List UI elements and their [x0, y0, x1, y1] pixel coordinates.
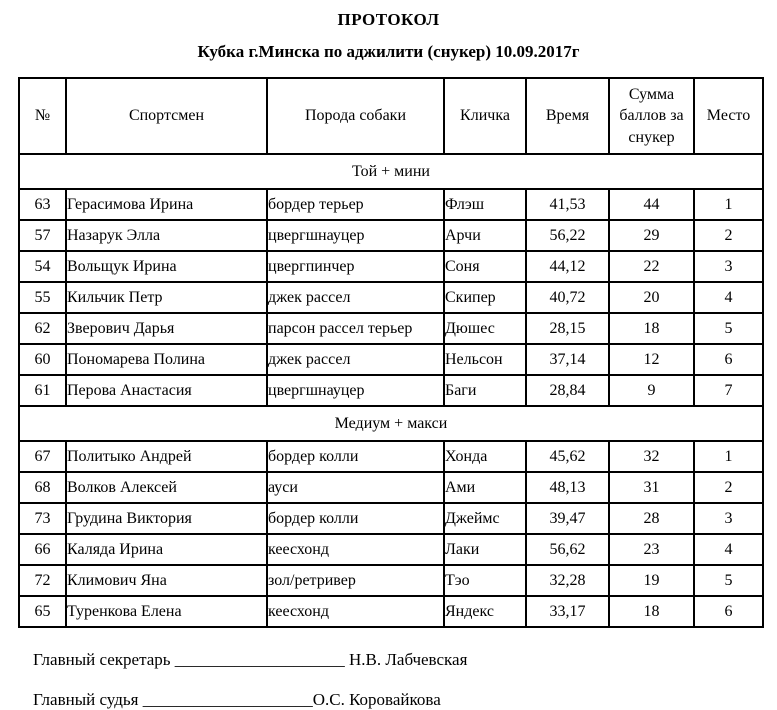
table-cell: цвергпинчер	[267, 251, 444, 282]
table-cell: 55	[19, 282, 66, 313]
judge-label: Главный судья	[33, 690, 143, 709]
table-cell: 32	[609, 441, 694, 472]
table-cell: Кильчик Петр	[66, 282, 267, 313]
table-cell: 44,12	[526, 251, 609, 282]
secretary-name: Н.В. Лабчевская	[344, 650, 468, 669]
table-cell: бордер колли	[267, 441, 444, 472]
table-cell: Политыко Андрей	[66, 441, 267, 472]
table-cell: бордер терьер	[267, 189, 444, 220]
signature-block	[33, 650, 777, 710]
table-cell: 19	[609, 565, 694, 596]
table-row	[19, 344, 763, 375]
table-cell: 32,28	[526, 565, 609, 596]
results-table-header	[19, 78, 763, 154]
table-cell: Лаки	[444, 534, 526, 565]
table-cell: ауси	[267, 472, 444, 503]
table-cell: кеесхонд	[267, 534, 444, 565]
table-cell: 22	[609, 251, 694, 282]
table-cell: Климович Яна	[66, 565, 267, 596]
table-cell: 73	[19, 503, 66, 534]
column-header-dog-name: Кличка	[444, 78, 526, 154]
table-cell: Дюшес	[444, 313, 526, 344]
table-cell: 63	[19, 189, 66, 220]
table-cell: 4	[694, 534, 763, 565]
table-cell: 68	[19, 472, 66, 503]
column-header-breed: Порода собаки	[267, 78, 444, 154]
column-header-time: Время	[526, 78, 609, 154]
table-cell: 5	[694, 565, 763, 596]
judge-name: О.С. Коровайкова	[312, 690, 441, 709]
table-row	[19, 313, 763, 344]
table-cell: 54	[19, 251, 66, 282]
table-cell: Флэш	[444, 189, 526, 220]
table-cell: 12	[609, 344, 694, 375]
table-cell: 28,84	[526, 375, 609, 406]
table-cell: Грудина Виктория	[66, 503, 267, 534]
table-cell: 6	[694, 596, 763, 627]
table-row	[19, 565, 763, 596]
table-cell: Скипер	[444, 282, 526, 313]
secretary-label: Главный секретарь	[33, 650, 175, 669]
table-cell: 2	[694, 220, 763, 251]
table-cell: Волков Алексей	[66, 472, 267, 503]
table-cell: 37,14	[526, 344, 609, 375]
table-cell: бордер колли	[267, 503, 444, 534]
table-cell: 7	[694, 375, 763, 406]
table-cell: Яндекс	[444, 596, 526, 627]
section-row	[19, 154, 763, 189]
table-cell: 56,62	[526, 534, 609, 565]
table-cell: Соня	[444, 251, 526, 282]
table-row	[19, 282, 763, 313]
table-cell: Пономарева Полина	[66, 344, 267, 375]
table-cell: 6	[694, 344, 763, 375]
table-row	[19, 251, 763, 282]
table-cell: Вольщук Ирина	[66, 251, 267, 282]
table-cell: 4	[694, 282, 763, 313]
table-row	[19, 441, 763, 472]
table-cell: 60	[19, 344, 66, 375]
table-row	[19, 503, 763, 534]
table-cell: 20	[609, 282, 694, 313]
table-cell: 61	[19, 375, 66, 406]
table-cell: Герасимова Ирина	[66, 189, 267, 220]
section-row	[19, 406, 763, 441]
table-cell: 1	[694, 189, 763, 220]
table-row	[19, 220, 763, 251]
table-cell: кеесхонд	[267, 596, 444, 627]
table-cell: 2	[694, 472, 763, 503]
table-cell: 29	[609, 220, 694, 251]
table-cell: 57	[19, 220, 66, 251]
table-cell: 66	[19, 534, 66, 565]
table-cell: 40,72	[526, 282, 609, 313]
table-cell: 72	[19, 565, 66, 596]
table-cell: Нельсон	[444, 344, 526, 375]
table-cell: 9	[609, 375, 694, 406]
table-cell: 41,53	[526, 189, 609, 220]
table-cell: 1	[694, 441, 763, 472]
table-cell: 33,17	[526, 596, 609, 627]
table-cell: 18	[609, 596, 694, 627]
table-cell: 3	[694, 251, 763, 282]
table-cell: Хонда	[444, 441, 526, 472]
column-header-place: Место	[694, 78, 763, 154]
table-cell: Зверович Дарья	[66, 313, 267, 344]
page-title: ПРОТОКОЛ	[337, 10, 440, 29]
section-label: Той + мини	[19, 154, 763, 189]
table-cell: 62	[19, 313, 66, 344]
table-cell: 39,47	[526, 503, 609, 534]
table-cell: Джеймс	[444, 503, 526, 534]
table-cell: джек рассел	[267, 282, 444, 313]
judge-signature-blank: ____________________	[142, 690, 313, 709]
table-cell: 48,13	[526, 472, 609, 503]
table-row	[19, 189, 763, 220]
table-cell: Каляда Ирина	[66, 534, 267, 565]
table-cell: Ами	[444, 472, 526, 503]
table-cell: 5	[694, 313, 763, 344]
table-cell: 65	[19, 596, 66, 627]
table-cell: цвергшнауцер	[267, 375, 444, 406]
table-row	[19, 375, 763, 406]
table-cell: 44	[609, 189, 694, 220]
table-cell: Туренкова Елена	[66, 596, 267, 627]
table-cell: Баги	[444, 375, 526, 406]
table-row	[19, 596, 763, 627]
table-cell: 31	[609, 472, 694, 503]
column-header-number: №	[19, 78, 66, 154]
table-cell: Тэо	[444, 565, 526, 596]
column-header-athlete: Спортсмен	[66, 78, 267, 154]
table-cell: 67	[19, 441, 66, 472]
header-row	[19, 78, 763, 154]
table-cell: 18	[609, 313, 694, 344]
secretary-signature-line	[33, 650, 777, 670]
table-cell: цвергшнауцер	[267, 220, 444, 251]
table-cell: Перова Анастасия	[66, 375, 267, 406]
column-header-snooker-points: Сумма баллов за снукер	[609, 78, 694, 154]
results-table	[18, 77, 764, 628]
table-cell: 45,62	[526, 441, 609, 472]
table-cell: Арчи	[444, 220, 526, 251]
table-cell: 56,22	[526, 220, 609, 251]
section-label: Медиум + макси	[19, 406, 763, 441]
table-cell: 23	[609, 534, 694, 565]
table-cell: зол/ретривер	[267, 565, 444, 596]
table-row	[19, 534, 763, 565]
table-cell: джек рассел	[267, 344, 444, 375]
table-cell: Назарук Элла	[66, 220, 267, 251]
results-table-body	[19, 154, 763, 627]
table-cell: 28	[609, 503, 694, 534]
table-cell: 3	[694, 503, 763, 534]
page-subtitle: Кубка г.Минска по аджилити (снукер) 10.09.2017г	[197, 42, 580, 61]
secretary-signature-blank: ____________________	[174, 650, 345, 669]
judge-signature-line	[33, 690, 777, 710]
table-cell: парсон рассел терьер	[267, 313, 444, 344]
table-row	[19, 472, 763, 503]
table-cell: 28,15	[526, 313, 609, 344]
